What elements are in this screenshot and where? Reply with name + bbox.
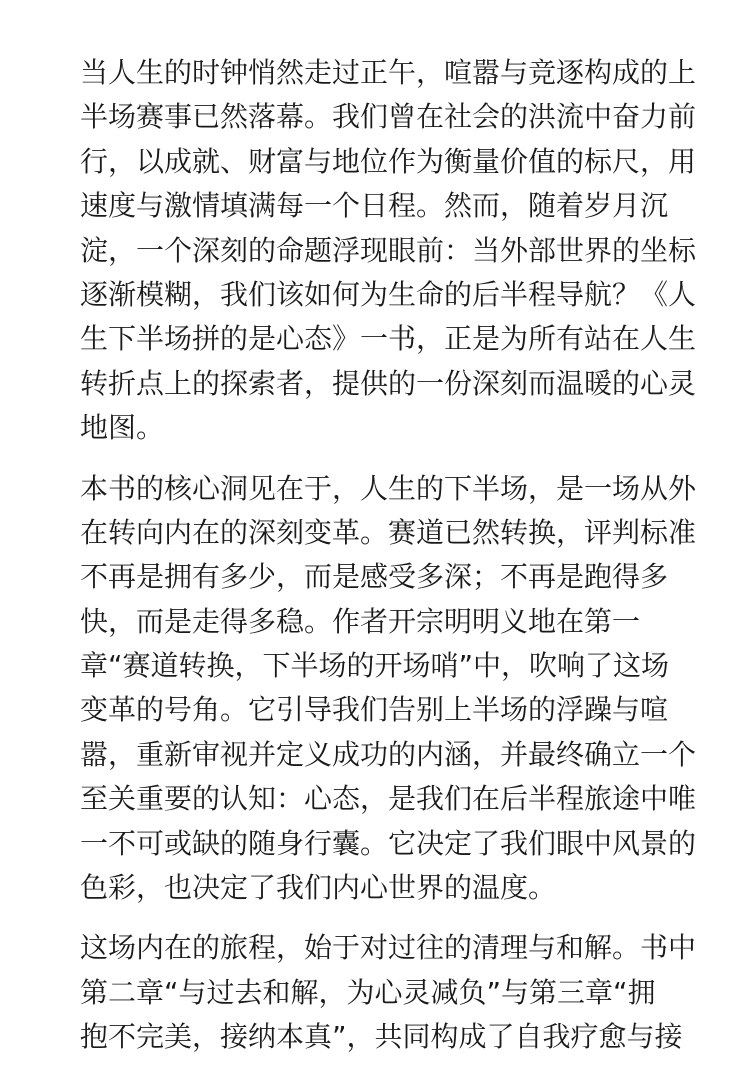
text-line: 抱不完美，接纳本真”，共同构成了自我疗愈与接 xyxy=(80,1020,683,1054)
text-line: 淀，一个深刻的命题浮现眼前：当外部世界的坐标 xyxy=(80,233,697,267)
text-line: 本书的核心洞见在于，人生的下半场，是一场从外 xyxy=(80,471,697,505)
text-line: 至关重要的认知：心态，是我们在后半程旅途中唯 xyxy=(80,782,697,816)
article-body xyxy=(80,51,697,1076)
paragraph-2 xyxy=(80,467,697,911)
text-line: 不再是拥有多少，而是感受多深；不再是跑得多 xyxy=(80,560,669,594)
text-line: 这场内在的旅程，始于对过往的清理与和解。书中 xyxy=(80,931,697,965)
text-line: 行，以成就、财富与地位作为衡量价值的标尺，用 xyxy=(80,144,697,178)
text-line: 半场赛事已然落幕。我们曾在社会的洪流中奋力前 xyxy=(80,100,697,134)
text-line: 逐渐模糊，我们该如何为生命的后半程导航？《人 xyxy=(80,277,697,311)
text-line: 章“赛道转换，下半场的开场哨”中，吹响了这场 xyxy=(80,649,670,683)
text-line: 嚣，重新审视并定义成功的内涵，并最终确立一个 xyxy=(80,737,697,771)
text-line: 第二章“与过去和解，为心灵减负”与第三章“拥 xyxy=(80,975,656,1009)
text-line: 速度与激情填满每一个日程。然而，随着岁月沉 xyxy=(80,189,669,223)
paragraph-3 xyxy=(80,926,697,1059)
text-line: 地图。 xyxy=(80,411,165,445)
text-line: 转折点上的探索者，提供的一份深刻而温暖的心灵 xyxy=(80,366,697,400)
text-line: 当人生的时钟悄然走过正午，喧嚣与竞逐构成的上 xyxy=(80,56,697,89)
text-line: 一不可或缺的随身行囊。它决定了我们眼中风景的 xyxy=(80,826,697,860)
text-line: 在转向内在的深刻变革。赛道已然转换，评判标准 xyxy=(80,515,697,549)
paragraph-1 xyxy=(80,51,697,451)
text-line: 生下半场拼的是心态》一书，正是为所有站在人生 xyxy=(80,322,697,356)
text-line: 色彩，也决定了我们内心世界的温度。 xyxy=(80,871,557,905)
text-line: 快，而是走得多稳。作者开宗明明义地在第一 xyxy=(80,604,641,638)
text-line: 变革的号角。它引导我们告别上半场的浮躁与喧 xyxy=(80,693,669,727)
